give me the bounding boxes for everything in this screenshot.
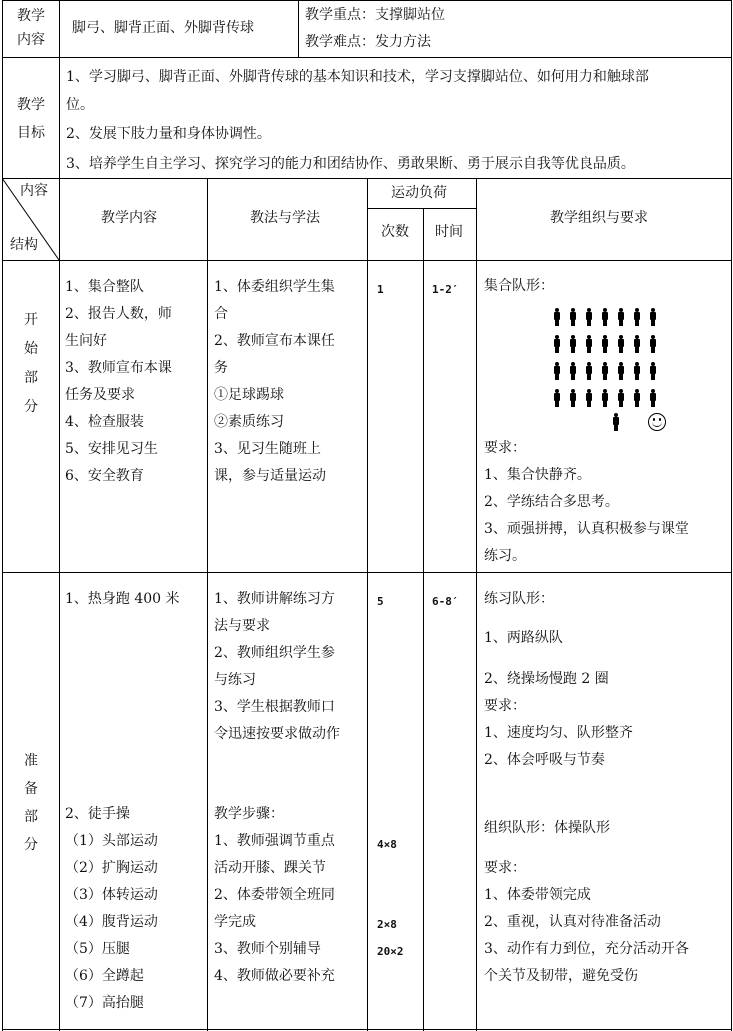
student-icon [570,308,576,326]
prep-count-b-0: 4×8 [377,838,397,851]
student-icon [602,389,608,407]
student-icon [650,335,656,353]
label-line: 部 [24,370,38,386]
start-time: 1-2′ [432,283,459,296]
prep-label [3,747,59,859]
student-icon [570,362,576,380]
label-line: 备 [24,781,38,797]
list-item: 2、教师宣布本课任 [214,333,335,349]
student-icon [570,389,576,407]
list-item: 1、教师强调节重点 [214,833,335,849]
list-item: 活动开膝、踝关节 [214,860,326,876]
prep-content-a: 1、热身跑 400 米 [65,591,180,607]
list-item: 2、教师组织学生参 [214,645,335,661]
list-item: 学完成 [214,914,256,930]
list-item: 课，参与适量运动 [214,468,326,484]
list-item: 4、检查服装 [65,414,144,430]
list-item: 教学步骤： [214,806,284,822]
prep-content-b [65,828,158,1017]
student-icon [634,335,640,353]
prep-org-a-3: 要求： [484,698,526,714]
student-icon [554,308,560,326]
prep-org-a-2: 2、绕操场慢跑 2 圈 [484,671,609,687]
start-count: 1 [377,283,384,296]
list-item: ①足球踢球 [214,387,284,403]
list-item: 3、顽强拼搏，认真积极参与课堂 [484,521,689,537]
col-org: 教学组织与要求 [550,210,648,226]
prep-org-a-0: 练习队形： [484,591,554,607]
list-item: 合 [214,306,228,322]
label-line: 准 [24,753,38,769]
goals-label [3,91,59,147]
col-method: 教法与学法 [250,210,320,226]
start-content [65,274,172,490]
list-item: 务 [214,360,228,376]
prep-org-b-5: 个关节及韧带，避免受伤 [484,968,638,984]
student-icon [586,362,592,380]
student-icon [650,308,656,326]
start-org-title: 集合队形： [484,278,554,294]
list-item: 4、教师做必要补充 [214,968,335,984]
prep-org-b-0: 组织队形：体操队形 [484,820,610,836]
col-content: 教学内容 [101,210,157,226]
list-item: 1、集合整队 [65,279,144,295]
list-item: 任务及要求 [65,387,135,403]
student-icon [618,362,624,380]
label-line: 始 [24,341,38,357]
corner-bottom: 结构 [10,237,38,253]
prep-count-b-1: 2×8 [377,918,397,931]
prep-method-b [214,801,335,990]
student-icon [650,389,656,407]
list-item: 与练习 [214,672,256,688]
list-item: 5、安排见习生 [65,441,158,457]
prep-content-b-title: 2、徒手操 [65,806,130,822]
list-item: 1、体委组织学生集 [214,279,335,295]
col-count: 次数 [381,224,409,240]
list-item: 3、教师个别辅导 [214,941,321,957]
student-icon [618,389,624,407]
student-icon [634,362,640,380]
prep-count-b-2: 20×2 [377,945,404,958]
goal-3: 3、培养学生自主学习、探究学习的能力和团结协作、勇敢果断、勇于展示自我等优良品质。 [66,156,635,172]
goal-1a: 1、学习脚弓、脚背正面、外脚背传球的基本知识和技术，学习支撑脚站位、如何用力和触球部 [66,69,649,85]
start-requirements [484,435,689,570]
label-line: 教学 [17,8,45,24]
list-item: ②素质练习 [214,414,284,430]
list-item: 1、集合快静齐。 [484,467,591,483]
label-line: 目标 [17,125,45,141]
list-item: 3、教师宣布本课 [65,360,172,376]
prep-org-b-3: 2、重视，认真对待准备活动 [484,914,661,930]
student-icon [650,362,656,380]
key-point: 教学重点：支撑脚站位 [305,7,445,23]
label-line: 分 [24,399,38,415]
list-item: 法与要求 [214,618,270,634]
label-line: 内容 [17,32,45,48]
list-item: （4）腹背运动 [65,914,158,930]
col-load: 运动负荷 [391,185,447,201]
student-icon [586,308,592,326]
start-method [214,274,335,490]
list-item: 令迅速按要求做动作 [214,726,340,742]
student-icon [586,335,592,353]
list-item: 2、学练结合多思考。 [484,494,619,510]
list-item: 1、教师讲解练习方 [214,591,335,607]
list-item: （7）高抬腿 [65,995,144,1011]
list-item: （2）扩胸运动 [65,860,158,876]
smiley-icon [648,413,666,431]
student-icon [554,335,560,353]
list-item: （6）全蹲起 [65,968,144,984]
list-item: （1）头部运动 [65,833,158,849]
student-icon [602,335,608,353]
list-item: 生问好 [65,333,107,349]
prep-org-a-4: 1、速度均匀、队形整齐 [484,725,633,741]
student-icon [602,362,608,380]
prep-org-b-4: 3、动作有力到位，充分活动开各 [484,941,689,957]
corner-top: 内容 [20,183,48,199]
list-item: 要求： [484,440,526,456]
prep-time-a: 6-8′ [432,595,459,608]
student-icon [554,389,560,407]
list-item: （3）体转运动 [65,887,158,903]
label-line: 教学 [17,97,45,113]
start-label [3,306,59,422]
student-icon [570,335,576,353]
goal-2: 2、发展下肢力量和身体协调性。 [66,126,271,142]
student-icon [634,308,640,326]
list-item: 练习。 [484,548,526,564]
prep-org-a-5: 2、体会呼吸与节奏 [484,752,605,768]
student-icon [618,335,624,353]
label-line: 分 [24,837,38,853]
student-icon [602,308,608,326]
list-item: （5）压腿 [65,941,130,957]
student-icon [634,389,640,407]
teacher-icon [613,413,619,431]
label-line: 开 [24,312,38,328]
prep-count-a: 5 [377,595,384,608]
difficulty: 教学难点：发力方法 [305,34,431,50]
list-item: 3、学生根据教师口 [214,699,335,715]
student-icon [618,308,624,326]
col-time: 时间 [435,224,463,240]
label-line: 部 [24,809,38,825]
list-item: 2、报告人数，师 [65,306,172,322]
list-item: 3、见习生随班上 [214,441,321,457]
prep-method-a [214,586,340,748]
student-icon [554,362,560,380]
student-icon [586,389,592,407]
prep-org-b-2: 1、体委带领完成 [484,887,591,903]
lesson-content: 脚弓、脚背正面、外脚背传球 [72,20,254,36]
prep-org-b-1: 要求： [484,860,526,876]
content-label [3,4,59,52]
goal-1b: 位。 [66,97,94,113]
list-item: 2、体委带领全班同 [214,887,335,903]
list-item: 6、安全教育 [65,468,144,484]
prep-org-a-1: 1、两路纵队 [484,630,563,646]
